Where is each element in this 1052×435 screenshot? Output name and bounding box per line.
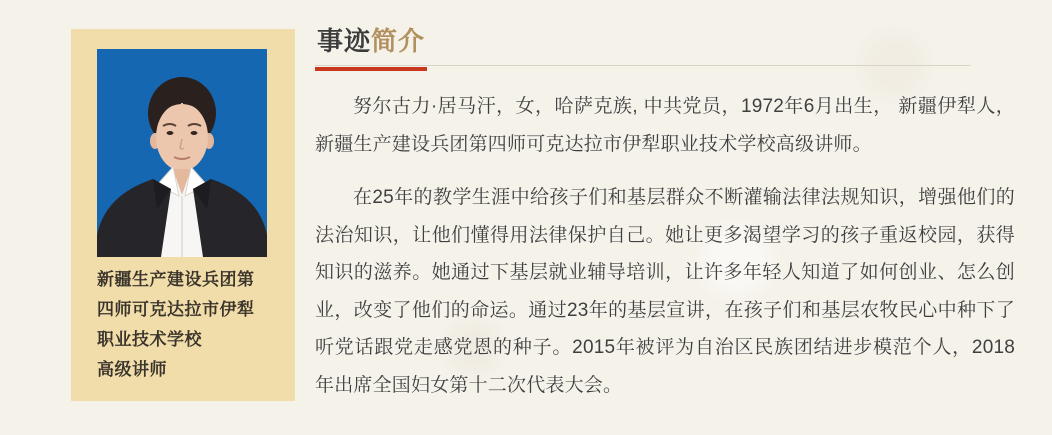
- section-header: [315, 21, 1015, 67]
- profile-card-caption: [97, 265, 271, 385]
- portrait-photo: [97, 49, 267, 257]
- section-title: [315, 21, 427, 71]
- section-title-part1: 事迹: [317, 26, 372, 56]
- biography-section: [315, 21, 1015, 420]
- biography-text: [315, 88, 1015, 404]
- organization-name: 新疆生产建设兵团第四师可克达拉市伊犁职业技术学校: [97, 270, 255, 349]
- bio-paragraph-2: 在25年的教学生涯中给孩子们和基层群众不断灌输法律法规知识，增强他们的法治知识，让他们懂得用法律保护自己。她让更多渴望学习的孩子重返校园，获得知识的滋养。她通过下基层就业辅导培训，让许多年轻人知道了如何创业、怎么创业，改变了他们的命运。通过23年的基层宣讲，在孩子们和基层农牧民心中种下了听党话跟党走感党恩的种子。2015年被评为自治区民族团结进步模范个人，2018年出席全国妇女第十二次代表大会。: [315, 187, 1015, 396]
- profile-card: [71, 29, 295, 401]
- section-title-part2: 简介: [371, 26, 426, 56]
- job-title: 高级讲师: [97, 360, 167, 379]
- portrait-illustration: [97, 49, 267, 257]
- bio-paragraph-1: 努尔古力·居马汗，女，哈萨克族, 中共党员，1972年6月出生， 新疆伊犁人，新疆生产建设兵团第四师可克达拉市伊犁职业技术学校高级讲师。: [315, 96, 1015, 155]
